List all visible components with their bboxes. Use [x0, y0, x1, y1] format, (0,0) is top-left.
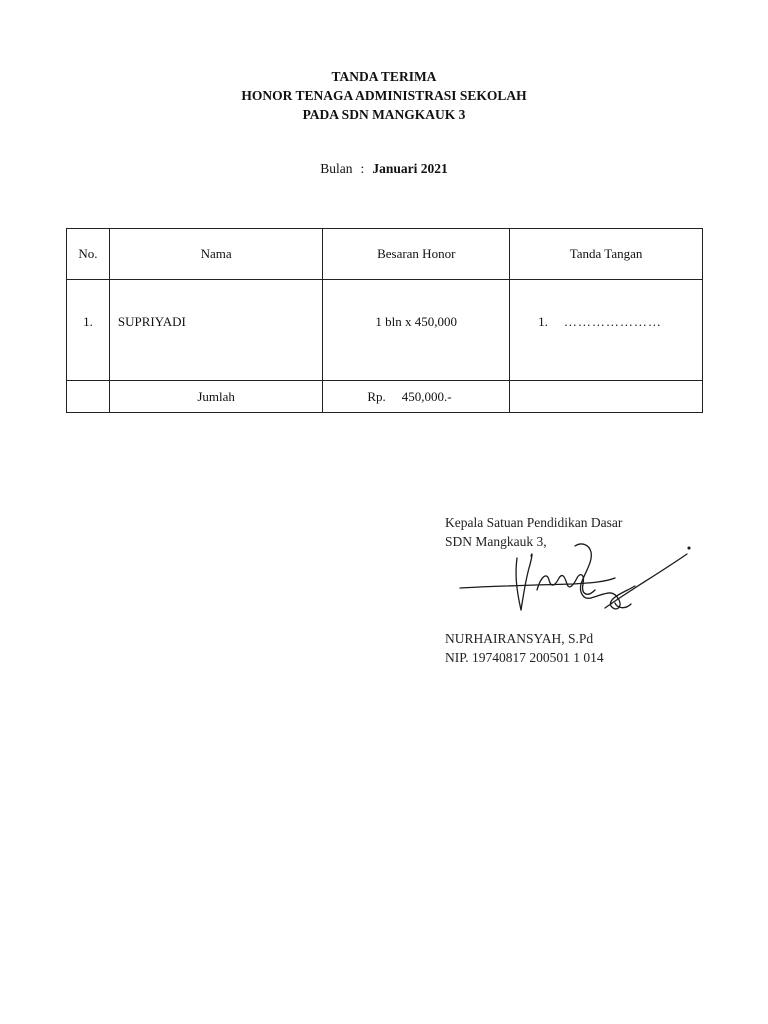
title-line-2: HONOR TENAGA ADMINISTRASI SEKOLAH	[241, 88, 527, 103]
signatory-position-1: Kepala Satuan Pendidikan Dasar	[445, 515, 623, 530]
cell-total-label: Jumlah	[109, 381, 322, 413]
period-separator: :	[360, 161, 365, 176]
table-header-row	[67, 229, 703, 280]
header-besaran-honor: Besaran Honor	[323, 229, 510, 280]
total-value: 450,000.-	[401, 388, 452, 404]
period-line	[0, 159, 768, 178]
cell-total-amount	[323, 381, 510, 413]
total-currency: Rp.	[367, 388, 386, 404]
cell-total-empty	[67, 381, 110, 413]
title-line-3: PADA SDN MANGKAUK 3	[302, 107, 466, 122]
table-total-row	[67, 381, 703, 413]
cell-besaran: 1 bln x 450,000	[323, 280, 510, 381]
cell-no: 1.	[67, 280, 110, 381]
signatory-position-2: SDN Mangkauk 3,	[445, 534, 547, 549]
signatory-name: NURHAIRANSYAH, S.Pd	[445, 631, 594, 646]
receipt-table	[66, 228, 703, 413]
title-line-1: TANDA TERIMA	[331, 69, 437, 84]
document-title	[0, 67, 768, 124]
table-row	[67, 280, 703, 381]
signatory-nip: NIP. 19740817 200501 1 014	[445, 650, 604, 665]
header-nama: Nama	[109, 229, 322, 280]
cell-tanda-tangan	[510, 280, 703, 381]
cell-nama: SUPRIYADI	[109, 280, 322, 381]
cell-total-ttd-empty	[510, 381, 703, 413]
ttd-number: 1.	[538, 314, 548, 329]
period-value: Januari 2021	[372, 161, 448, 176]
ttd-signature-line: …………………	[563, 314, 662, 329]
handwritten-signature	[455, 528, 695, 633]
header-no: No.	[67, 229, 110, 280]
header-tanda-tangan: Tanda Tangan	[510, 229, 703, 280]
period-label: Bulan	[320, 161, 353, 176]
